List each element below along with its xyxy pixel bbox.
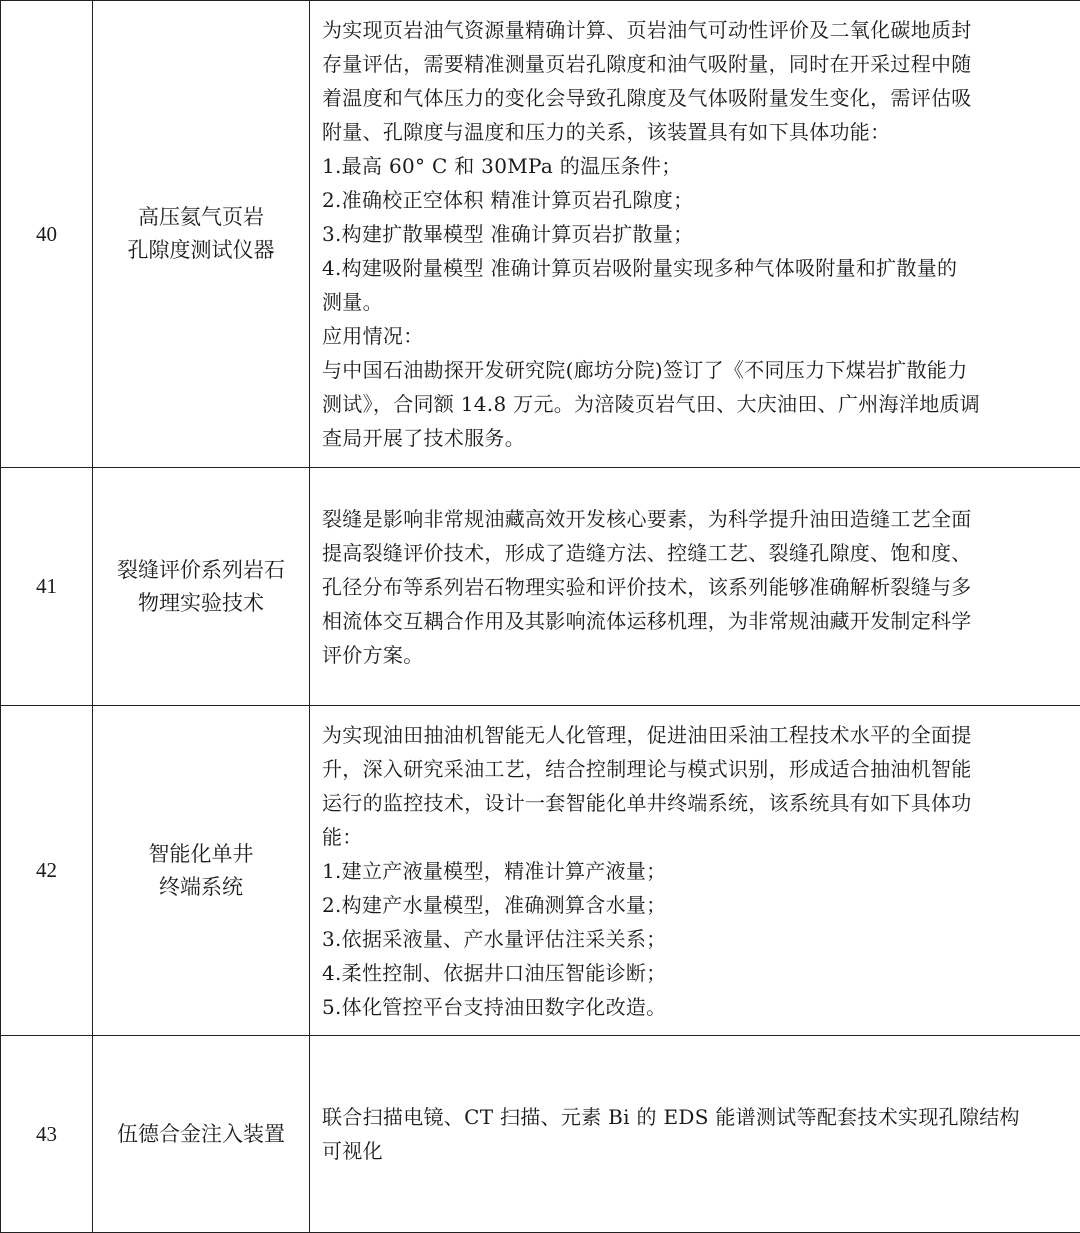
desc-line: 为实现油田抽油机智能无人化管理，促进油田采油工程技术水平的全面提 [322, 718, 1076, 752]
desc-line: 查局开展了技术服务。 [322, 421, 1076, 455]
table-row [1, 706, 1080, 1036]
technology-name [93, 706, 310, 1036]
desc-line: 为实现页岩油气资源量精确计算、页岩油气可动性评价及二氧化碳地质封 [322, 13, 1076, 47]
table-row [1, 468, 1080, 706]
name-line: 终端系统 [93, 871, 309, 904]
technology-description [310, 1036, 1080, 1233]
row-number: 40 [1, 1, 93, 468]
desc-line: 1.建立产液量模型，精准计算产液量； [322, 854, 1076, 888]
desc-line: 升，深入研究采油工艺，结合控制理论与模式识别，形成适合抽油机智能 [322, 752, 1076, 786]
table-row [1, 1036, 1080, 1233]
name-line: 伍德合金注入装置 [93, 1118, 309, 1151]
desc-line: 应用情况： [322, 319, 1076, 353]
desc-line: 评价方案。 [322, 638, 1076, 672]
desc-line: 5.体化管控平台支持油田数字化改造。 [322, 990, 1076, 1024]
desc-line: 可视化 [322, 1134, 1076, 1168]
name-line: 智能化单井 [93, 838, 309, 871]
technology-name [93, 1, 310, 468]
desc-line: 附量、孔隙度与温度和压力的关系，该装置具有如下具体功能： [322, 115, 1076, 149]
desc-line: 3.构建扩散畢模型 准确计算页岩扩散量； [322, 217, 1076, 251]
name-line: 高压氦气页岩 [93, 201, 309, 234]
name-line: 物理实验技术 [93, 587, 309, 620]
desc-line: 裂缝是影响非常规油藏高效开发核心要素，为科学提升油田造缝工艺全面 [322, 502, 1076, 536]
desc-line: 与中国石油勘探开发研究院(廊坊分院)签订了《不同压力下煤岩扩散能力 [322, 353, 1076, 387]
desc-line: 4.构建吸附量模型 准确计算页岩吸附量实现多种气体吸附量和扩散量的 [322, 251, 1076, 285]
desc-line: 3.依据采液量、产水量评估注采关系； [322, 922, 1076, 956]
desc-line: 测试》，合同额 14.8 万元。为涪陵页岩气田、大庆油田、广州海洋地质调 [322, 387, 1076, 421]
desc-line: 2.构建产水量模型，准确测算含水量； [322, 888, 1076, 922]
name-line: 裂缝评价系列岩石 [93, 554, 309, 587]
desc-line: 测量。 [322, 285, 1076, 319]
name-line: 孔隙度测试仪器 [93, 234, 309, 267]
technology-name [93, 1036, 310, 1233]
row-number: 42 [1, 706, 93, 1036]
desc-line: 能： [322, 820, 1076, 854]
desc-line: 2.准确校正空体积 精准计算页岩孔隙度； [322, 183, 1076, 217]
desc-line: 孔径分布等系列岩石物理实验和评价技术，该系列能够准确解析裂缝与多 [322, 570, 1076, 604]
desc-line: 着温度和气体压力的变化会导致孔隙度及气体吸附量发生变化，需评估吸 [322, 81, 1076, 115]
technology-description [310, 1, 1080, 468]
technology-name [93, 468, 310, 706]
desc-line: 提高裂缝评价技术，形成了造缝方法、控缝工艺、裂缝孔隙度、饱和度、 [322, 536, 1076, 570]
technology-description [310, 706, 1080, 1036]
desc-line: 1.最高 60° C 和 30MPa 的温压条件； [322, 149, 1076, 183]
desc-line: 4.柔性控制、依据井口油压智能诊断； [322, 956, 1076, 990]
row-number: 41 [1, 468, 93, 706]
desc-line: 联合扫描电镜、CT 扫描、元素 Bi 的 EDS 能谱测试等配套技术实现孔隙结构 [322, 1100, 1076, 1134]
desc-line: 相流体交互耦合作用及其影响流体运移机理，为非常规油藏开发制定科学 [322, 604, 1076, 638]
row-number: 43 [1, 1036, 93, 1233]
table-row [1, 1, 1080, 468]
desc-line: 存量评估，需要精准测量页岩孔隙度和油气吸附量，同时在开采过程中随 [322, 47, 1076, 81]
technology-description [310, 468, 1080, 706]
desc-line: 运行的监控技术，设计一套智能化单井终端系统，该系统具有如下具体功 [322, 786, 1076, 820]
